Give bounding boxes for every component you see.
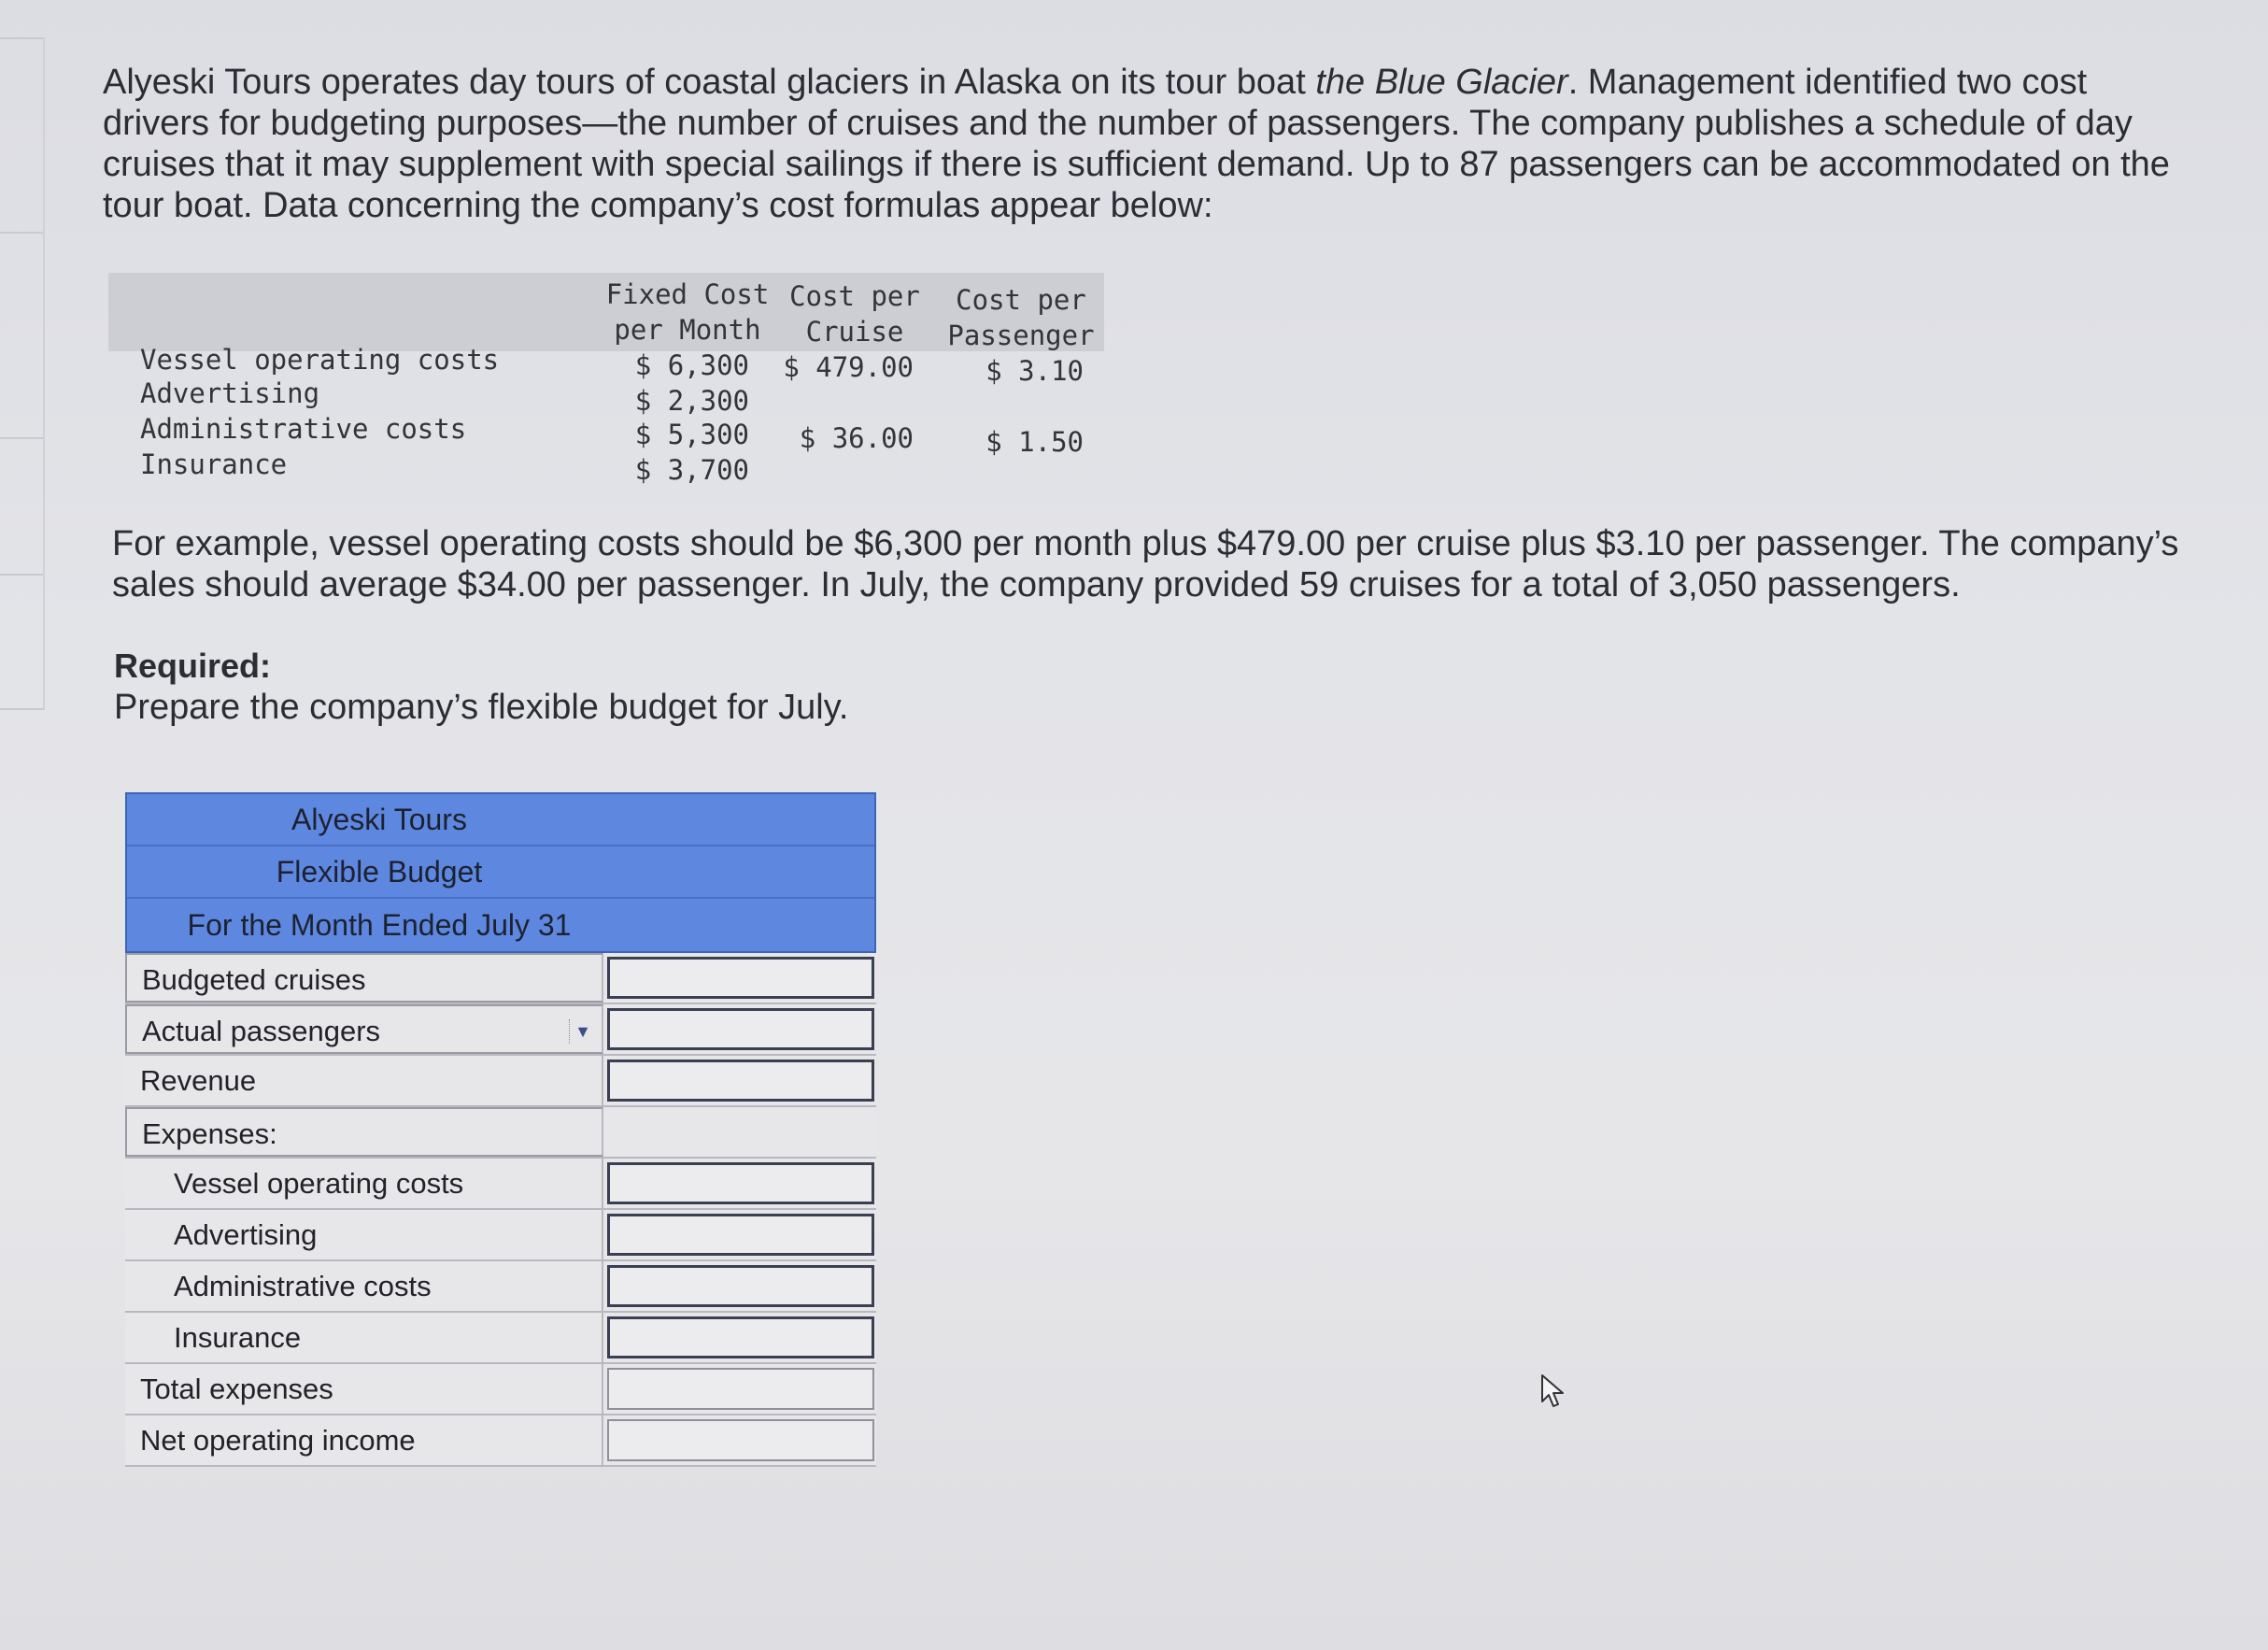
problem-intro <box>103 62 2195 226</box>
budget-row-total-expenses <box>125 1364 876 1415</box>
cost-row-label: Administrative costs <box>140 413 467 445</box>
budget-row-actual-passengers <box>125 1004 876 1056</box>
header-fixed-line2: per Month <box>614 314 761 346</box>
budget-row-label: Administrative costs <box>125 1261 603 1311</box>
header-passenger-line1: Cost per <box>956 284 1086 316</box>
header-cruise-line1: Cost per <box>789 280 920 312</box>
header-passenger-line2: Passenger <box>947 320 1095 351</box>
intro-text-2: . Management identified two cost drivers for budgeting purposes—the number of cruises and the number of passengers. The company publishes a schedule of day cruises that it may supplement with special sailings if there is sufficient demand. Up to 87 passengers can be accommodated on the tour boat. Data concerning the company’s cost formulas appear below: <box>103 63 2170 225</box>
budget-row-label: Net operating income <box>125 1415 603 1465</box>
header-fixed-line1: Fixed Cost <box>605 278 770 310</box>
actual-passengers-input[interactable] <box>607 1008 874 1050</box>
edge-divider <box>0 232 45 234</box>
budgeted-cruises-input[interactable] <box>607 957 874 999</box>
flexible-budget-table <box>125 792 876 1467</box>
budget-header <box>125 792 876 953</box>
edge-divider <box>0 708 45 710</box>
budget-row-label: Vessel operating costs <box>125 1159 603 1208</box>
expenses-spacer <box>607 1111 874 1153</box>
budget-period: For the Month Ended July 31 <box>187 908 572 942</box>
edge-border <box>43 37 45 710</box>
cost-row-per-cruise: $ 36.00 <box>799 422 914 454</box>
budget-row-label: Budgeted cruises <box>125 953 603 1003</box>
budget-row-label: Revenue <box>125 1056 603 1105</box>
budget-title: Flexible Budget <box>127 846 874 899</box>
budget-row-label: Actual passengers <box>142 1015 381 1047</box>
insurance-input[interactable] <box>607 1316 874 1358</box>
budget-row-revenue <box>125 1056 876 1107</box>
budget-row-net-operating-income <box>125 1415 876 1467</box>
total-expenses-input[interactable] <box>607 1368 874 1410</box>
budget-row-administrative <box>125 1261 876 1313</box>
budget-row-expenses <box>125 1107 876 1159</box>
net-operating-income-input[interactable] <box>607 1419 874 1461</box>
cost-row-label: Insurance <box>140 448 288 480</box>
edge-divider <box>0 574 45 576</box>
budget-row-advertising <box>125 1210 876 1261</box>
budget-row-label: Advertising <box>125 1210 603 1259</box>
edge-divider <box>0 437 45 439</box>
boat-name: the Blue Glacier <box>1315 63 1568 102</box>
budget-row-insurance <box>125 1313 876 1364</box>
cost-row-label: Advertising <box>140 377 320 409</box>
cost-row-fixed: $ 2,300 <box>634 385 749 417</box>
example-paragraph: For example, vessel operating costs should be $6,300 per month plus $479.00 per cruise plus $3.10 per passenger. The company’s sales should average $34.00 per passenger. In July, the company provided 59 cruises for a total of 3,050 passengers. <box>112 524 2179 605</box>
chevron-down-icon[interactable]: ▼ <box>569 1019 596 1044</box>
cost-row-per-passenger: $ 1.50 <box>985 426 1084 458</box>
required-label: Required: <box>114 647 272 685</box>
mouse-pointer-icon <box>1539 1373 1567 1411</box>
cost-row-per-cruise: $ 479.00 <box>783 351 914 383</box>
header-cruise-line2: Cruise <box>805 316 904 348</box>
administrative-costs-input[interactable] <box>607 1265 874 1307</box>
edge-divider <box>0 37 45 39</box>
cost-row-label: Vessel operating costs <box>140 344 500 376</box>
required-text: Prepare the company’s flexible budget for July. <box>114 688 849 727</box>
header-fixed-cost <box>603 277 772 348</box>
budget-row-label: Expenses: <box>125 1107 603 1157</box>
header-cost-per-passenger <box>942 282 1100 353</box>
header-cost-per-cruise <box>785 278 925 349</box>
budget-row-label: Insurance <box>125 1313 603 1362</box>
budget-row-vessel <box>125 1159 876 1210</box>
vessel-operating-costs-input[interactable] <box>607 1162 874 1204</box>
intro-text-1: Alyeski Tours operates day tours of coastal glaciers in Alaska on its tour boat <box>103 63 1316 102</box>
cost-row-fixed: $ 5,300 <box>634 419 749 450</box>
budget-company-name: Alyeski Tours <box>127 794 874 846</box>
cost-row-fixed: $ 6,300 <box>634 349 749 381</box>
cost-row-fixed: $ 3,700 <box>634 454 749 486</box>
actual-passengers-select[interactable] <box>125 1004 603 1054</box>
budget-row-budgeted-cruises <box>125 953 876 1004</box>
advertising-input[interactable] <box>607 1214 874 1256</box>
budget-row-label: Total expenses <box>125 1364 603 1414</box>
cost-row-per-passenger: $ 3.10 <box>985 355 1084 387</box>
revenue-input[interactable] <box>607 1060 874 1102</box>
